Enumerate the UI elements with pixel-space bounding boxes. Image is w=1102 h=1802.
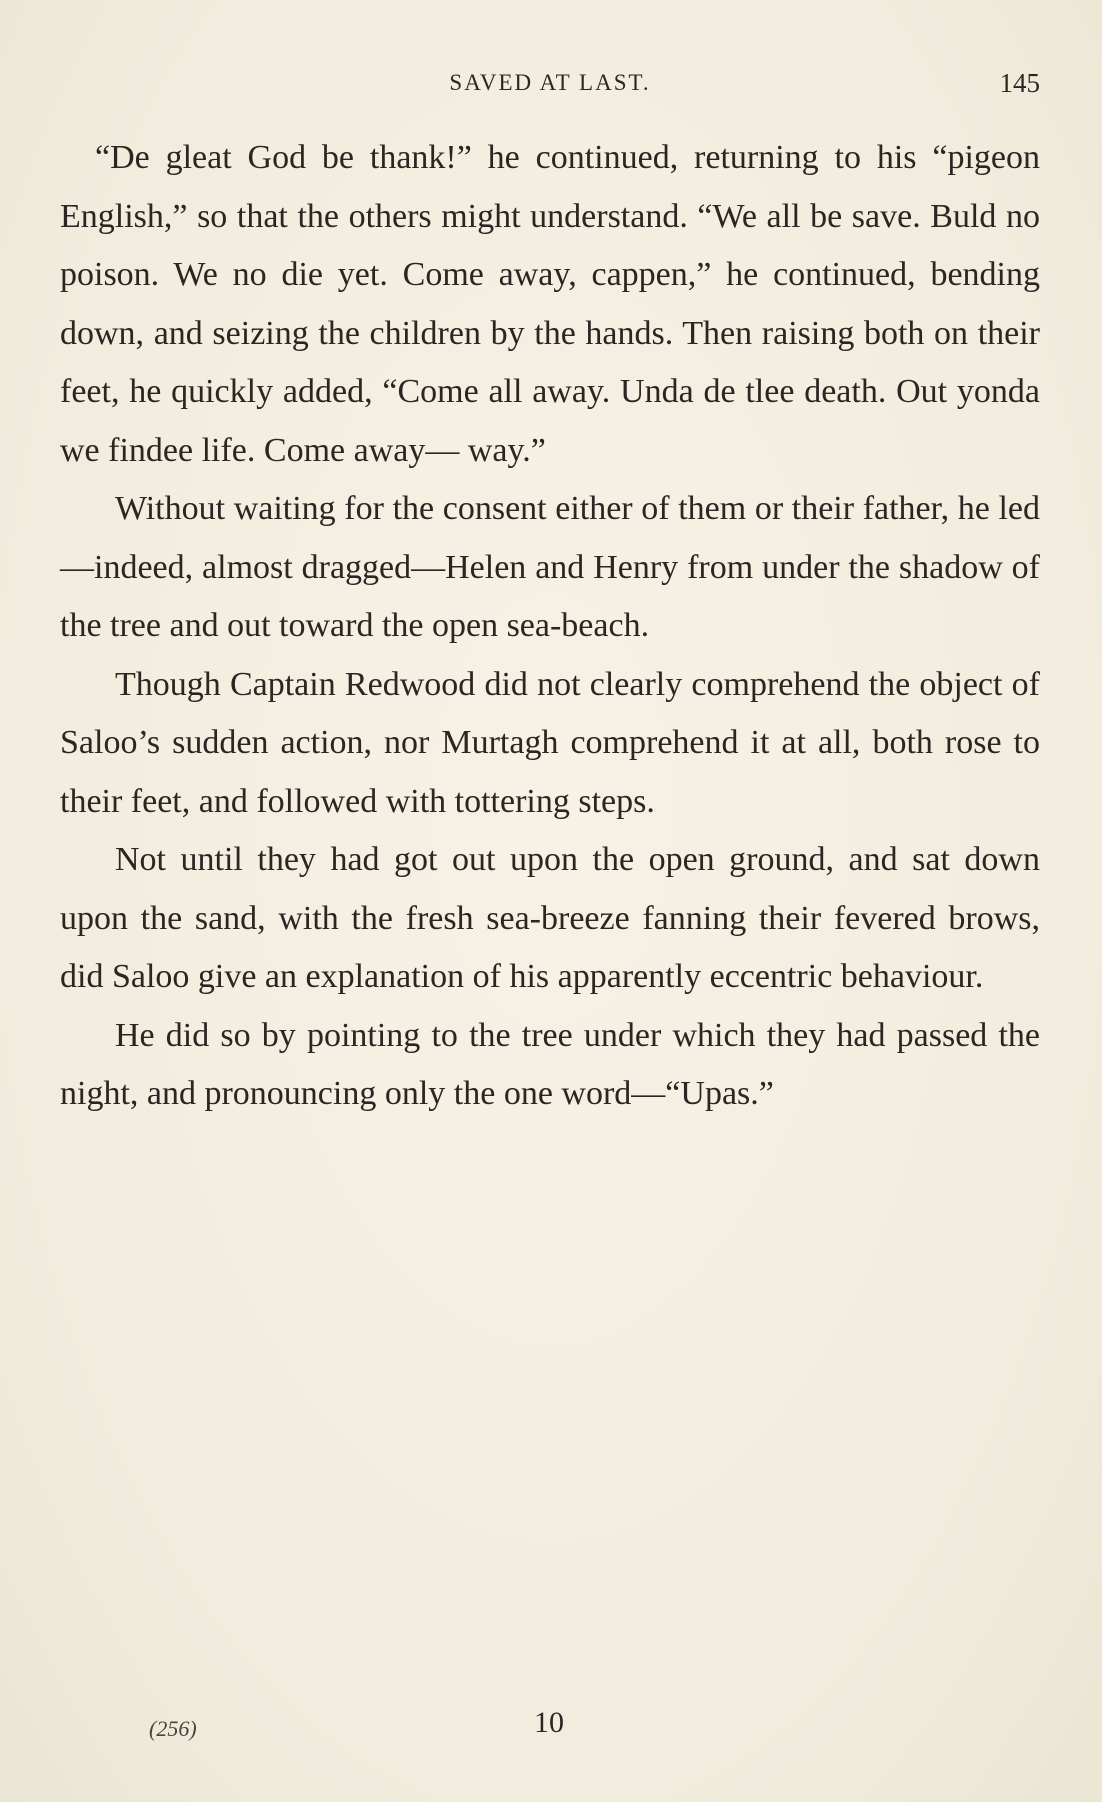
page-footer (0, 1706, 1102, 1746)
running-title: SAVED AT LAST. (449, 70, 651, 95)
paragraph-1: “De gleat God be thank!” he continued, returning to his “pigeon English,” so that the others might understand. “We all be save. Buld no poison. We no die yet. Come away, cappen,” he continued, bending down, and seizing the children by the hands. Then raising both on their feet, he quickly added, “Come all away. Unda de tlee death. Out yonda we findee life. Come away— way.” (60, 139, 1040, 469)
running-head (60, 68, 1040, 102)
paragraph-4: Not until they had got out upon the open ground, and sat down upon the sand, with the fresh sea-breeze fanning their fevered brows, did Saloo give an explanation of his apparently eccentric behaviour. (60, 841, 1040, 995)
sheet-number: 10 (534, 1706, 564, 1739)
paragraph-2: Without waiting for the consent either of them or their father, he led—indeed, almost dragged—Helen and Henry from under the shadow of the tree and out toward the open sea-beach. (60, 490, 1040, 644)
paragraph-5: He did so by pointing to the tree under which they had passed the night, and pronouncing only the one word—“Upas.” (60, 1016, 1040, 1112)
paragraph-3: Though Captain Redwood did not clearly comprehend the object of Saloo’s sudden action, nor Murtagh comprehend it at all, both rose to their feet, and followed with tottering steps. (60, 665, 1040, 820)
body-text (60, 129, 1040, 1124)
signature-mark: (256) (149, 1716, 197, 1741)
page-number: 145 (999, 68, 1040, 98)
